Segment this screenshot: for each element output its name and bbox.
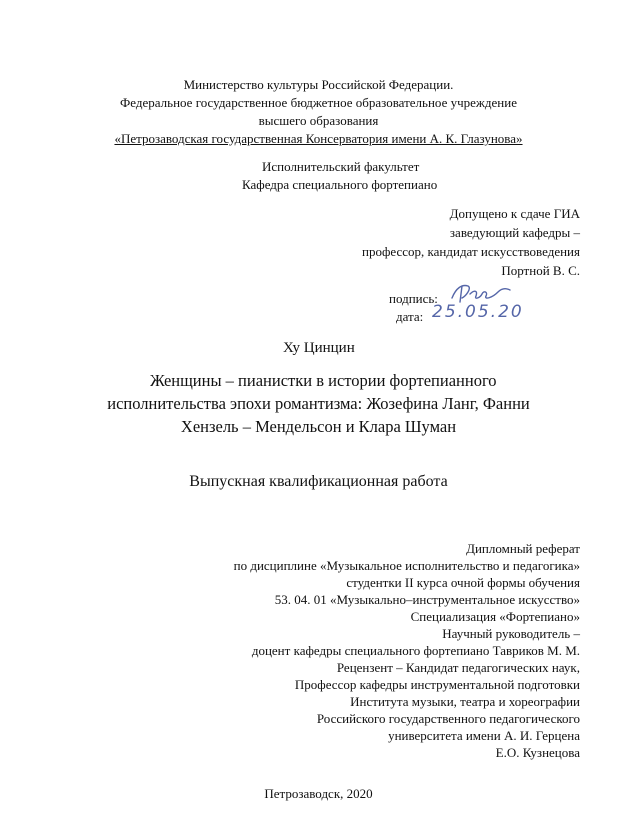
details-line-11: Российского государственного педагогического (316, 711, 580, 726)
work-type: Выпускная квалификационная работа (189, 473, 448, 490)
details-line-1: Дипломный реферат (466, 541, 580, 556)
details-line-6: Научный руководитель – (442, 626, 580, 641)
department-line: Кафедра специального фортепиано (242, 177, 438, 192)
details-line-13: Е.О. Кузнецова (495, 745, 580, 760)
faculty-line: Исполнительский факультет (262, 159, 420, 174)
details-line-4: 53. 04. 01 «Музыкально–инструментальное искусство» (274, 592, 580, 607)
education-level-line: высшего образования (258, 113, 379, 128)
details-line-9: Профессор кафедры инструментальной подготовки (294, 677, 580, 692)
details-line-2: по дисциплине «Музыкальное исполнительство и педагогика» (233, 558, 580, 573)
details-line-5: Специализация «Фортепиано» (410, 609, 580, 624)
institution-type-line: Федеральное государственное бюджетное образовательное учреждение (120, 95, 517, 110)
approval-line-3: профессор, кандидат искусствоведения (362, 244, 580, 259)
title-line-3: Хензель – Мендельсон и Клара Шуман (180, 417, 457, 436)
details-line-12: университета имени А. И. Герцена (388, 728, 580, 743)
details-line-7: доцент кафедры специального фортепиано Тавриков М. М. (251, 643, 580, 658)
university-name: «Петрозаводская государственная Консерватория имени А. К. Глазунова» (114, 131, 523, 146)
signature-label: подпись: (389, 291, 438, 306)
approval-line-2: заведующий кафедры – (449, 225, 580, 240)
approval-line-4: Портной В. С. (501, 263, 580, 278)
details-line-8: Рецензент – Кандидат педагогических наук, (336, 660, 580, 675)
ministry-line: Министерство культуры Российской Федерации. (183, 77, 454, 92)
author-name: Ху Цинцин (283, 340, 355, 356)
city-year: Петрозаводск, 2020 (264, 786, 373, 801)
handwritten-date: 25.05.20 (432, 302, 524, 322)
approval-line-1: Допущено к сдаче ГИА (449, 206, 580, 221)
date-label: дата: (396, 309, 424, 324)
details-line-10: Института музыки, театра и хореографии (350, 694, 580, 709)
title-line-1: Женщины – пианистки в истории фортепианного (150, 371, 497, 390)
title-line-2: исполнительства эпохи романтизма: Жозефина Ланг, Фанни (107, 394, 530, 413)
details-line-3: студентки II курса очной формы обучения (346, 575, 580, 590)
